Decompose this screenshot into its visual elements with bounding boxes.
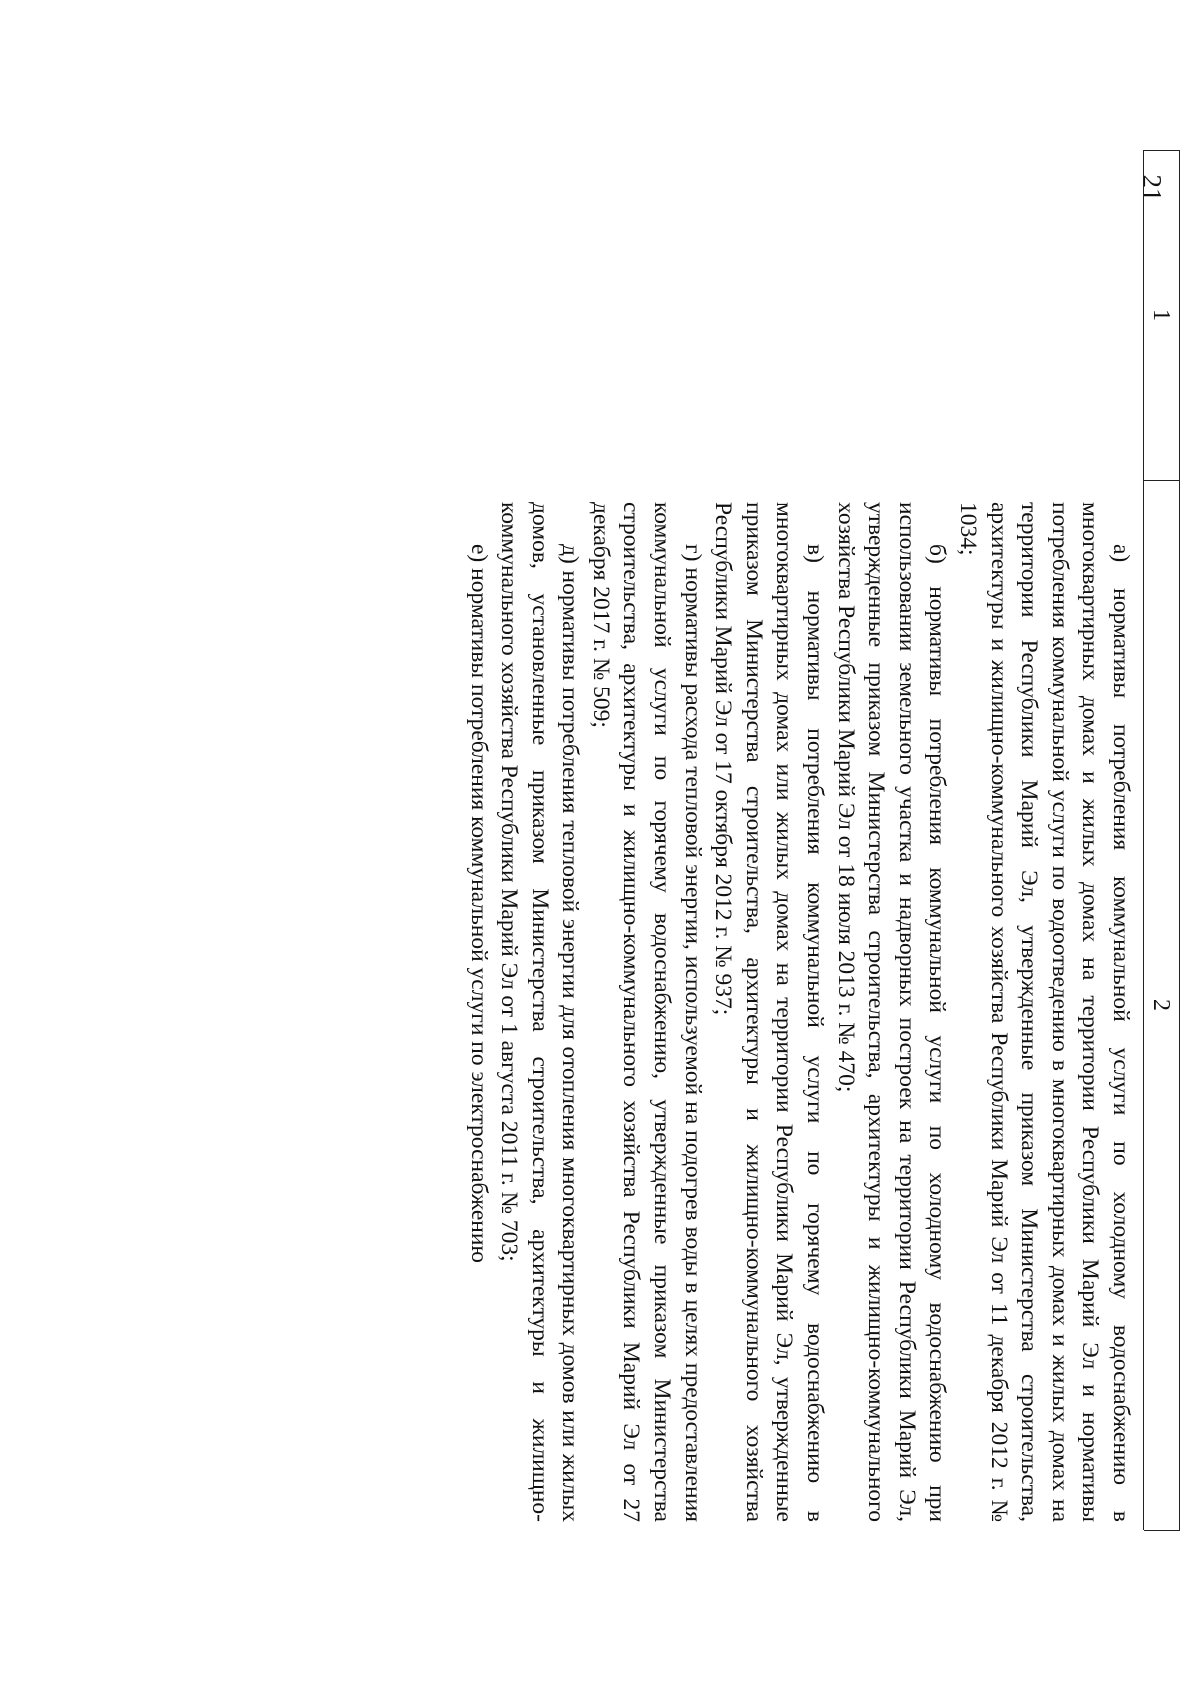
page-number: 21	[1137, 174, 1167, 202]
paragraph-v: в) нормативы потребления коммунальной услуги по горячему водоснабжению в многоквартирных домах или жилых домах на территории Республики Марий Эл, утвержденные приказом Министерства строительства, архитектуры и жилищно-коммунального хозяйства Республики Марий Эл от 17 октября 2012 г. № 937;	[710, 502, 829, 1522]
table-right-border	[1144, 1530, 1180, 1531]
paragraph-e: е) нормативы потребления коммунальной услуги по электроснабжению	[465, 544, 492, 1263]
paragraph-a: а) нормативы потребления коммунальной услуги по холодному водоснабжению в многоквартирных домах и жилых домах на территории Республики Марий Эл и нормативы потребления коммунальной услуги по водоотведению в многоквартирных домах и жилых домах на территории Республики Марий Эл, утвержденные приказом Министерства строительства, архитектуры и жилищно-коммунального хозяйства Республики Марий Эл от 11 декабря 2012 г. № 1034;	[955, 502, 1134, 1522]
rotated-page-content	[220, 150, 1180, 1530]
column-2-text	[463, 502, 1136, 1522]
paragraph-b: б) нормативы потребления коммунальной услуги по холодному водоснабжению при использовании земельного участка и надворных построек на территории Республики Марий Эл, утвержденные приказом Министерства строительства, архитектуры и жилищно-коммунального хозяйства Республики Марий Эл от 18 июля 2013 г. № 470;	[832, 502, 951, 1522]
document-table	[220, 150, 1180, 1530]
paragraph-d: д) нормативы потребления тепловой энергии для отопления многоквартирных домов или жилых домов, установленные приказом Министерства строительства, архитектуры и жилищно-коммунального хозяйства Республики Марий Эл от 1 августа 2011 г. № 703;	[496, 502, 584, 1522]
column-header-1: 1	[1148, 309, 1174, 321]
table-top-border	[1179, 150, 1180, 1530]
column-header-2: 2	[1148, 999, 1174, 1011]
paragraph-g: г) нормативы расхода тепловой энергии, используемой на подогрев воды в целях предоставления коммунальной услуги по горячему водоснабжению, утвержденные приказом Министерства строительства, архитектуры и жилищно-коммунального хозяйства Республики Марий Эл от 27 декабря 2017 г. № 509;	[587, 502, 706, 1522]
